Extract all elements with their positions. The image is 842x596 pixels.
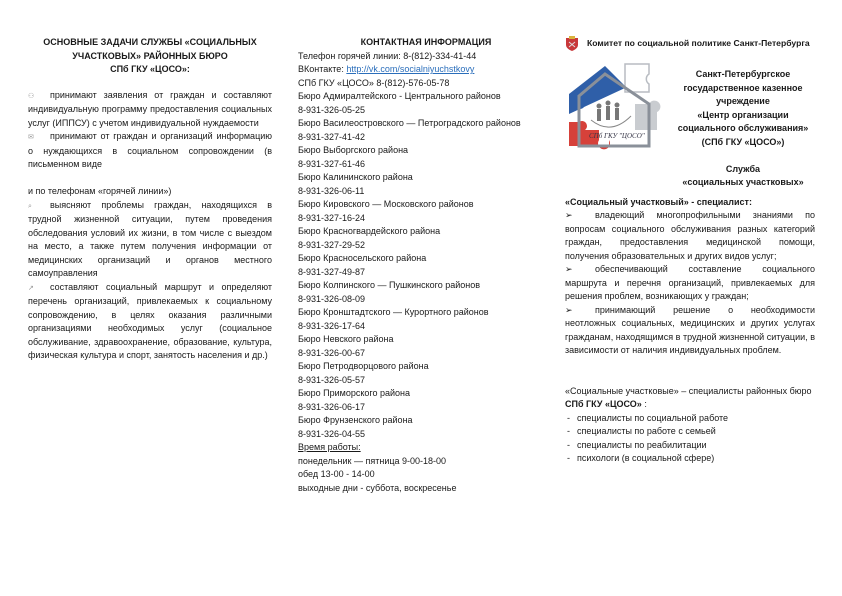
bureau-list: [298, 90, 554, 441]
hotline-phone: Телефон горячей линии: 8-(812)-334-41-44: [298, 50, 477, 61]
bureau-name: Бюро Адмиралтейского - Центрального районов: [298, 91, 501, 101]
bureau-phone: 8-931-326-06-11: [298, 185, 365, 196]
bureau-name: Бюро Колпинского — Пушкинского районов: [298, 280, 481, 290]
task-item: [28, 199, 272, 281]
staff-intro-end: :: [641, 399, 647, 409]
title-line: ОСНОВНЫЕ ЗАДАЧИ СЛУЖБЫ «СОЦИАЛЬНЫХ: [43, 37, 257, 47]
vk-row: [298, 63, 554, 77]
specialist-text: принимающий решение о необходимости неотложных социальных, медицинских и других услугах гражданам, находящимся в трудной жизненной ситуации, в зависимости от наличия индивидуальных проблем.: [565, 304, 815, 355]
specialist-title: «Социальный участковый» - специалист:: [565, 196, 752, 207]
org-line: государственное казенное: [683, 82, 803, 93]
staff-intro: [565, 385, 815, 412]
hours-title: Время работы:: [298, 442, 361, 452]
org-line: (СПб ГКУ «ЦОСО»): [701, 136, 785, 147]
contacts-column: [298, 36, 554, 495]
arrow-bullet-icon: ➢: [565, 264, 573, 274]
staff-intro-org: СПб ГКУ «ЦОСО»: [565, 399, 642, 409]
staff-item: - специалисты по социальной работе: [565, 412, 815, 426]
tsoso-logo: [565, 58, 671, 158]
task-text: принимают заявления от граждан и составляют индивидуальную программу предоставления социальных услуг (ИППСУ) с учетом индивидуальной нуждаемости: [28, 89, 272, 128]
bureau-name: Бюро Невского района: [298, 334, 394, 344]
tasks-column: [28, 36, 272, 363]
bureau-phone: 8-931-327-49-87: [298, 266, 366, 277]
vk-label: ВКонтакте:: [298, 64, 347, 74]
coat-of-arms-icon: [565, 36, 579, 52]
bureau-name: Бюро Выборгского района: [298, 145, 409, 155]
bureau-name: Бюро Красногвардейского района: [298, 226, 441, 236]
org-line: Санкт-Петербургское: [695, 69, 791, 79]
staff-item: - специалисты по реабилитации: [565, 439, 815, 453]
task-text: составляют социальный маршрут и определяют перечень организаций, привлекаемых к социальному сопровождению, в целях оказания различными организациями необходимых услуг (социальное обслуживание, здравоохранение, образование, культура, физическая культура и спорт, занятость населения и др.): [28, 281, 272, 360]
arrow-bullet-icon: ➢: [565, 210, 573, 220]
org-line: социального обслуживания»: [677, 123, 809, 133]
org-line: «Центр организации: [697, 109, 789, 120]
task-item: [28, 281, 272, 363]
bureau-name: Бюро Приморского района: [298, 388, 411, 398]
staff-intro-text: «Социальные участковые» – специалисты районных бюро: [565, 385, 812, 396]
vk-link[interactable]: http://vk.com/socialniyuchstkovy: [346, 64, 475, 74]
people-icon: ⚇: [28, 92, 35, 100]
bureau-phone: 8-931-326-05-57: [298, 374, 366, 385]
service-line: «социальных участковых»: [682, 177, 804, 187]
contacts-title: КОНТАКТНАЯ ИНФОРМАЦИЯ: [360, 37, 492, 47]
specialist-list: [565, 209, 815, 358]
bureau-phone: 8-931-327-16-24: [298, 212, 366, 223]
bureau-phone: 8-931-326-00-67: [298, 347, 366, 358]
bureau-phone: 8-931-327-61-46: [298, 158, 366, 169]
bureau-phone: 8-931-326-05-25: [298, 104, 366, 115]
org-name: [671, 68, 815, 190]
task-item: [28, 130, 272, 172]
staff-item: - специалисты по работе с семьей: [565, 425, 815, 439]
task-text: выясняют проблемы граждан, находящихся в трудной жизненной ситуации, путем проведения обследования условий их жизни, в том числе с выездом на место, а также путем получения информации от медицинских организаций и органов местного самоуправления: [28, 199, 272, 278]
bureau-name: Бюро Кировского — Московского районов: [298, 199, 474, 209]
bureau-name: Бюро Красносельского района: [298, 253, 427, 263]
org-line: учреждение: [716, 96, 770, 106]
bureau-phone: 8-931-327-29-52: [298, 239, 366, 250]
envelope-icon: ✉: [28, 134, 34, 141]
committee-header: [565, 36, 815, 52]
bureau-phone: 8-931-327-41-42: [298, 131, 366, 142]
title-line: СПб ГКУ «ЦОСО»:: [110, 64, 190, 74]
task-text: принимают от граждан и организаций информацию о нуждающихся в социальном сопровождении (в письменном виде: [28, 131, 272, 169]
logo-text: СПб ГКУ "ЦОСО": [589, 132, 645, 140]
bureau-name: Бюро Кронштадтского — Курортного районов: [298, 307, 489, 317]
bureau-name: Бюро Петродворцового района: [298, 361, 429, 371]
bureau-name: Бюро Калининского района: [298, 172, 413, 182]
bureau-phone: 8-931-326-08-09: [298, 293, 366, 304]
bureau-name: Бюро Василеостровского — Петроградского районов: [298, 118, 521, 128]
staff-list: [565, 412, 815, 466]
hours-line: выходные дни - суббота, воскресенье: [298, 482, 457, 493]
task-text: и по телефонам «горячей линии»): [28, 186, 172, 196]
task-item: [28, 89, 272, 131]
service-line: Служба: [725, 163, 761, 174]
search-icon: ⌕: [28, 202, 32, 210]
staff-item: - психологи (в социальной сфере): [565, 452, 815, 466]
specialist-item: [565, 304, 815, 358]
route-icon: ↗: [28, 284, 34, 292]
specialist-text: обеспечивающий составление социального маршрута и перечня организаций, привлекаемых для решения проблем, возникающих у граждан;: [565, 264, 815, 301]
main-phone: СПб ГКУ «ЦОСО» 8-(812)-576-05-78: [298, 77, 450, 88]
cover-column: [565, 36, 815, 466]
hours-line: понедельник — пятница 9-00-18-00: [298, 455, 447, 466]
specialist-text: владеющий многопрофильными знаниями по вопросам социального обслуживания разных категорий граждан, предоставления медицинской помощи, получения образовательных и других видов услуг;: [565, 210, 815, 261]
specialist-item: [565, 209, 815, 263]
bureau-phone: 8-931-326-04-55: [298, 428, 366, 439]
arrow-bullet-icon: ➢: [565, 304, 573, 315]
hours-line: обед 13-00 - 14-00: [298, 469, 375, 479]
bureau-name: Бюро Фрунзенского района: [298, 415, 413, 425]
committee-name: Комитет по социальной политике Санкт-Петербурга: [587, 38, 810, 49]
title-line: УЧАСТКОВЫХ» РАЙОННЫХ БЮРО: [72, 50, 228, 61]
tasks-title: [28, 36, 272, 77]
bureau-phone: 8-931-326-06-17: [298, 401, 366, 412]
bureau-phone: 8-931-326-17-64: [298, 320, 366, 331]
specialist-item: [565, 263, 815, 304]
